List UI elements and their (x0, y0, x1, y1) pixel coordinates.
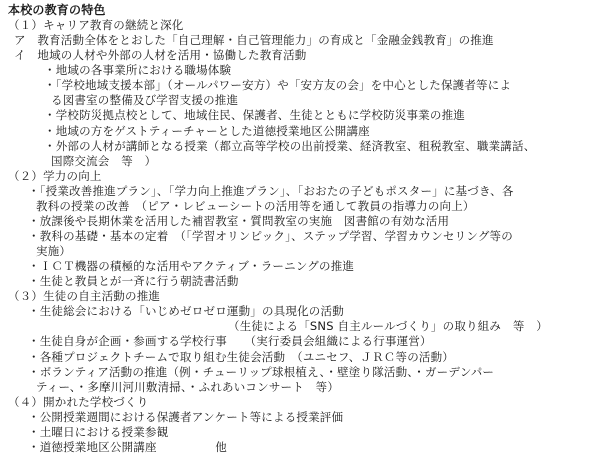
section-heading-3: （３）生徒の自主活動の推進 (8, 289, 161, 304)
list-item: ・地域の方をゲストティーチャーとした道徳授業地区公開講座 (44, 123, 370, 138)
list-item: ・公開授業週間における保護者アンケート等による授業評価 (28, 409, 344, 424)
list-item: ・教科の基礎・基本の定着 （「学習オリンピック」、ステップ学習、学習カウンセリング等の (28, 229, 513, 243)
list-item: ・道徳授業地区公開講座 他 (28, 439, 227, 454)
list-item: ・学校防災拠点校として、地域住民、保護者、生徒とともに学校防災事業の推進 (44, 108, 465, 123)
list-item: ・放課後や長期休業を活用した補習教室・質問教室の実施 図書館の有効な活用 (28, 213, 450, 228)
section-heading-1: （１）キャリア教育の継続と深化 (8, 18, 184, 33)
list-item: ・ＩＣＴ機器の積極的な活用やアクティブ・ラーニングの推進 (28, 259, 355, 274)
subsection-i: イ 地域の人材や外部の人材を活用・協働した教育活動 (14, 48, 307, 63)
list-item: ・各種プロジェクトチームで取り組む生徒会活動 （ユニセフ、ＪＲＣ等の活動） (28, 349, 454, 364)
list-item-continuation: 国際交流会 等 ） (51, 153, 157, 168)
list-item: ・外部の人材が講師となる授業（都立高等学校の出前授業、経済教室、租税教室、職業講話、 (44, 138, 536, 153)
list-item: ・「学校地域支援本部」（オールパワー安方）や「安方友の会」を中心とした保護者等によ (44, 78, 512, 93)
list-item: ・生徒自身が企画・参画する学校行事 （実行委員会組織による行事運営） (28, 334, 432, 349)
list-item-continuation: ティー、・多摩川河川敷清掃、・ふれあいコンサート 等） (36, 379, 340, 394)
list-item: ・「授業改善推進プラン」、「学力向上推進プラン」、「おおたの子どもポスター」に基づき、各 (28, 183, 514, 198)
section-heading-2: （２）学力の向上 (8, 168, 102, 183)
list-item-continuation: 実施） (36, 244, 72, 259)
document-title: 本校の教育の特色 (8, 3, 106, 17)
list-item: ・生徒総会における「いじめゼロゼロ運動」の具現化の活動 (28, 304, 344, 319)
list-item-continuation: （生徒による「SNS 自主ルールづくり」の取り組み 等 ） (228, 319, 548, 334)
list-item: ・土曜日における授業参観 (28, 424, 169, 439)
list-item: ・生徒と教員とが一斉に行う朝読書活動 (28, 274, 239, 289)
section-heading-4: （４）開かれた学校づくり (8, 394, 149, 409)
subsection-a: ア 教育活動全体をとおした「自己理解・自己管理能力」の育成と「金融金銭教育」の推進 (14, 33, 494, 48)
list-item-continuation: る図書室の整備及び学習支援の推進 (51, 93, 239, 108)
list-item-continuation: 教科の授業の改善 （ピア・レビューシートの活用等を通して教員の指導力の向上） (36, 198, 475, 213)
list-item: ・ボランティア活動の推進（例・チューリップ球根植え、・壁塗り隊活動、・ガーデンパー (28, 364, 495, 379)
list-item: ・地域の各事業所における職場体験 (44, 63, 232, 78)
